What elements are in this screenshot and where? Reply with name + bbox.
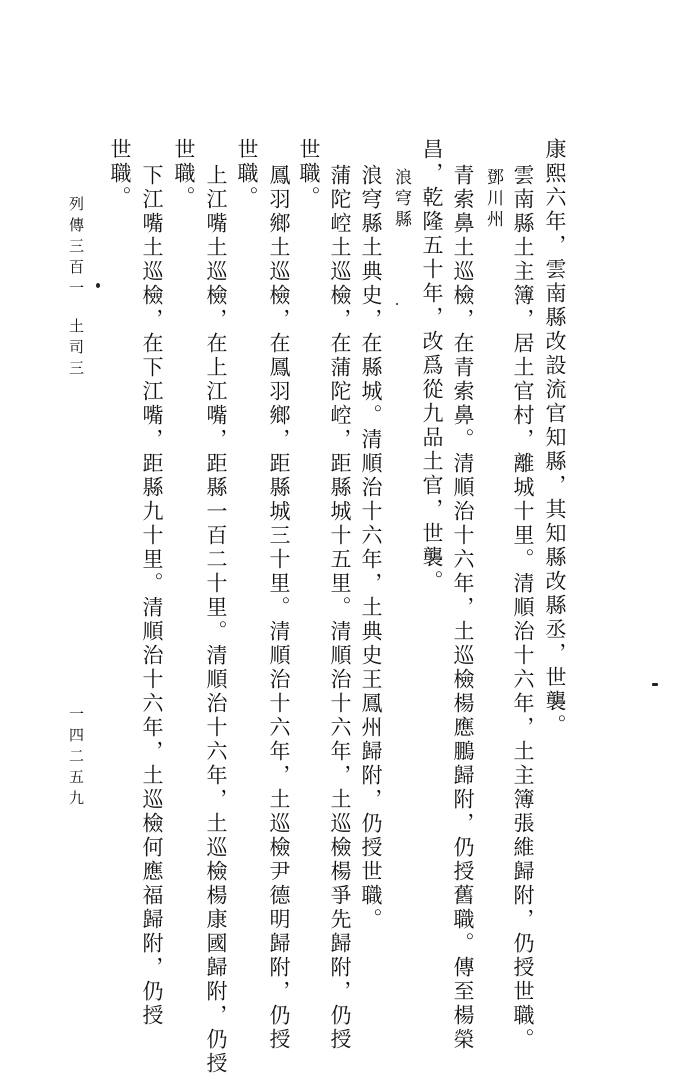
text-column-8: 鳳羽鄉土巡檢，在鳳羽鄉，距縣城三十里。清順治十六年，土巡檢尹德明歸附，仍授 bbox=[267, 164, 291, 1052]
section-heading-langqiong: 浪穹縣 bbox=[391, 168, 411, 231]
text-column-3: 青索鼻土巡檢，在青索鼻。清順治十六年，土巡檢楊應鵬歸附，仍授舊職。傳至楊榮 bbox=[451, 164, 475, 1052]
text-column-4: 昌，乾隆五十年，改爲從九品土官，世襲。 bbox=[420, 138, 444, 594]
scan-speck bbox=[396, 303, 398, 305]
text-column-7: 世職。 bbox=[297, 138, 321, 210]
text-column-12: 下江嘴土巡檢，在下江嘴，距縣九十里。清順治十六年，土巡檢何應福歸附，仍授 bbox=[140, 164, 164, 1028]
text-column-2: 雲南縣土主簿，居土官村，離城十里。清順治十六年，土主簿張維歸附，仍授世職。 bbox=[511, 164, 535, 1052]
running-head-section: 列傳三百一 bbox=[67, 196, 85, 301]
text-column-5: 浪穹縣土典史，在縣城。清順治十六年，土典史王鳳州歸附，仍授世職。 bbox=[359, 164, 383, 932]
text-column-11: 世職。 bbox=[172, 138, 196, 210]
text-column-10: 上江嘴土巡檢，在上江嘴，距縣一百二十里。清順治十六年，土巡檢楊康國歸附，仍授 bbox=[204, 164, 228, 1076]
text-column-9: 世職。 bbox=[235, 138, 259, 210]
running-head-chapter: 土司三 bbox=[67, 318, 85, 381]
page-number: 一四二五九 bbox=[67, 706, 85, 811]
scan-speck bbox=[652, 683, 658, 686]
scan-speck bbox=[96, 283, 100, 288]
text-column-13: 世職。 bbox=[108, 138, 132, 210]
text-column-6: 蒲陀崆土巡檢，在蒲陀崆，距縣城十五里。清順治十六年，土巡檢楊爭先歸附，仍授 bbox=[328, 164, 352, 1052]
section-heading-dengchuan: 鄧川州 bbox=[483, 168, 503, 231]
text-column-1: 康熙六年，雲南縣改設流官知縣，其知縣改縣丞，世襲。 bbox=[543, 138, 567, 738]
